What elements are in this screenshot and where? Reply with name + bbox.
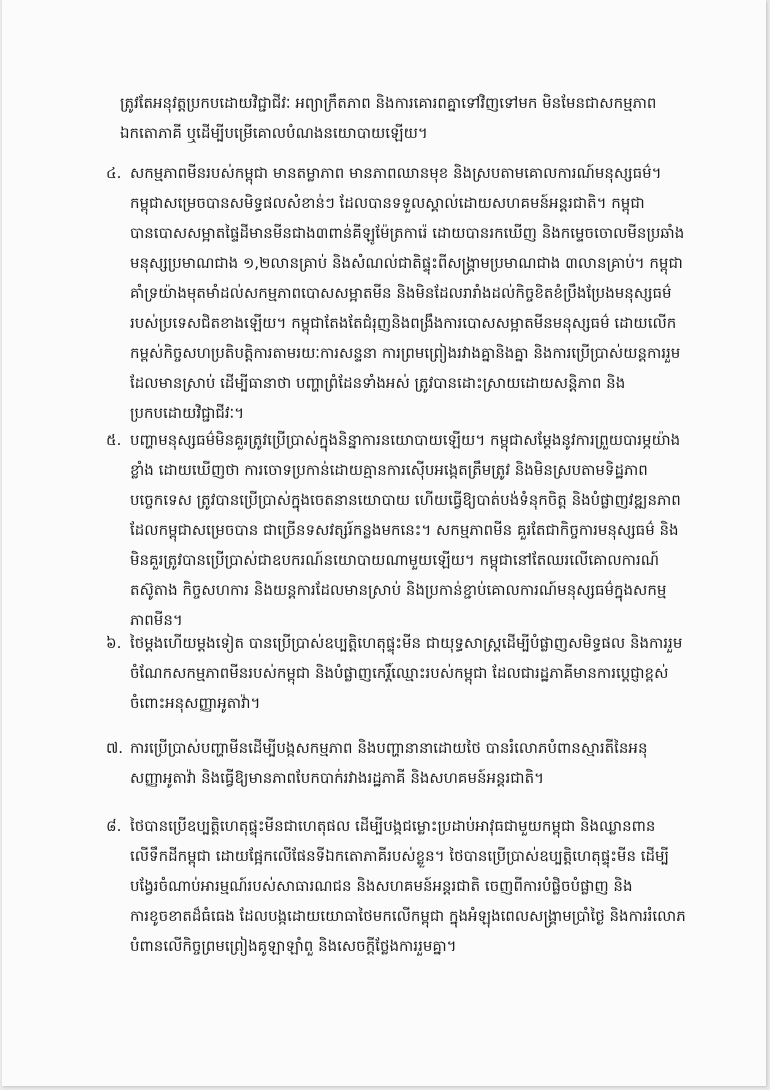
list-item-number: ៨. xyxy=(106,817,122,835)
list-item-number: ៧. xyxy=(106,739,124,757)
document-page xyxy=(2,0,766,1086)
list-item-text: ថៃបានប្រើឧប្បត្តិហេតុផ្ទុះមីនជាហេតុផល ដើម្បីបង្កជម្លោះប្រដាប់អាវុធជាមួយកម្ពុជា និងឈ្លានពានលើទឹកដីកម្ពុជា ដោយផ្អែកលើផែនទីឯកតោភាគីរបស់ខ្លួន។ ថៃបានប្រើប្រាស់ឧប្បត្តិហេតុផ្ទុះមីន ដើម្បីបង្វែរចំណាប់អារម្មណ៍របស់សាធារណជន និងសហគមន៍អន្តរជាតិ ចេញពីការបំផ្លិចបំផ្លាញ និងការខូចខាតដ៏ធំធេង ដែលបង្កដោយយោធាថៃមកលើកម្ពុជា ក្នុងអំឡុងពេលសង្គ្រាមប្រាំថ្ងៃ និងការរំលោភបំពានលើកិច្ចព្រមព្រៀងគូឡាឡាំពួ និងសេចក្តីថ្លែងការរួមគ្នា។ xyxy=(130,817,686,955)
list-item xyxy=(106,158,686,428)
list-item-number: ៥. xyxy=(106,431,122,449)
list-item xyxy=(106,811,686,961)
list-item xyxy=(106,733,686,793)
list-item-text: បញ្ហាមនុស្សធម៌មិនគួរត្រូវប្រើប្រាស់ក្នុងនិន្នាការនយោបាយឡើយ។ កម្ពុជាសម្តែងនូវការព្រួយបារម្ភយ៉ាងខ្លាំង ដោយឃើញថា ការចោទប្រកាន់ដោយគ្មានការស៊ើបអង្កេតត្រឹមត្រូវ និងមិនស្របតាមទិដ្ឋភាពបច្ចេកទេស ត្រូវបានប្រើប្រាស់ក្នុងចេតនានយោបាយ ហើយធ្វើឱ្យបាត់បង់ទំនុកចិត្ត និងបំផ្លាញវឌ្ឍនភាពដែលកម្ពុជាសម្រេចបាន ជាច្រើនទសវត្សរ៍កន្លងមកនេះ។ សកម្មភាពមីន គួរតែជាកិច្ចការមនុស្សធម៌ និងមិនគួរត្រូវបានប្រើប្រាស់ជាឧបករណ៍នយោបាយណាមួយឡើយ។ កម្ពុជានៅតែឈរលើគោលការណ៍តស៊ូតាង កិច្ចសហការ និងយន្តការដែលមានស្រាប់ និងប្រកាន់ខ្ជាប់គោលការណ៍មនុស្សធម៌ក្នុងសកម្មភាពមីន។ xyxy=(130,431,681,629)
list-item-text: ថៃម្តងហើយម្តងទៀត បានប្រើប្រាស់ឧប្បត្តិហេតុផ្ទុះមីន ជាយុទ្ធសាស្ត្រដើម្បីបំផ្លាញសមិទ្ធផល និងការរួមចំណែកសកម្មភាពមីនរបស់កម្ពុជា និងបំផ្លាញកេរ្តិ៍ឈ្មោះរបស់កម្ពុជា ដែលជារដ្ឋភាគីមានការប្តេជ្ញាខ្ពស់ចំពោះអនុសញ្ញាអូតាវ៉ា។ xyxy=(130,634,683,712)
list-item-text: ការប្រើប្រាស់បញ្ហាមីនដើម្បីបង្កសកម្មភាព និងបញ្ហានានាដោយថៃ បានរំលោភបំពានស្មារតីនៃអនុសញ្ញាអូតាវ៉ា និងធ្វើឱ្យមានភាពបែកបាក់រវាងរដ្ឋភាគី និងសហគមន៍អន្តរជាតិ។ xyxy=(130,739,648,787)
list-item-number: ៦. xyxy=(106,634,122,652)
continuation-paragraph: ត្រូវតែអនុវត្តប្រកបដោយវិជ្ជាជីវៈ អព្យាក្រឹតភាព និងការគោរពគ្នាទៅវិញទៅមក មិនមែនជាសកម្មភាពឯកតោភាគី ឬដើម្បីបម្រើគោលបំណងនយោបាយឡើយ។ xyxy=(120,94,657,142)
list-item xyxy=(106,425,686,635)
list-item-number: ៤. xyxy=(106,164,122,182)
list-item xyxy=(106,628,686,718)
list-item-text: សកម្មភាពមីនរបស់កម្ពុជា មានតម្លាភាព មានភាពឈានមុខ និងស្របតាមគោលការណ៍មនុស្សធម៌។ កម្ពុជាសម្រេចបានសមិទ្ធផលសំខាន់ៗ ដែលបានទទួលស្គាល់ដោយសហគមន៍អន្តរជាតិ។ កម្ពុជាបានបោសសម្អាតផ្ទៃដីមានមីនជាង៣ពាន់គីឡូម៉ែត្រការ៉េ ដោយបានរកឃើញ និងកម្ទេចចោលមីនប្រឆាំងមនុស្សប្រមាណជាង ១,២លានគ្រាប់ និងសំណល់ជាតិផ្ទុះពីសង្គ្រាមប្រមាណជាង ៣លានគ្រាប់។ កម្ពុជាគាំទ្រយ៉ាងមុតមាំដល់សកម្មភាពបោសសម្អាតមីន និងមិនដែលរារាំងដល់កិច្ចខិតខំប្រឹងប្រែងមនុស្សធម៌របស់ប្រទេសជិតខាងឡើយ។ កម្ពុជាតែងតែជំរុញនិងពង្រឹងការបោសសម្អាតមីនមនុស្សធម៌ ដោយលើកកម្ពស់កិច្ចសហប្រតិបត្តិការតាមរយៈការសន្ទនា ការព្រមព្រៀងរវាងគ្នានិងគ្នា និងការប្រើប្រាស់យន្តការរួមដែលមានស្រាប់ ដើម្បីធានាថា បញ្ហាព្រំដែនទាំងអស់ ត្រូវបានដោះស្រាយដោយសន្តិភាព និងប្រកបដោយវិជ្ជាជីវៈ។ xyxy=(130,164,685,422)
